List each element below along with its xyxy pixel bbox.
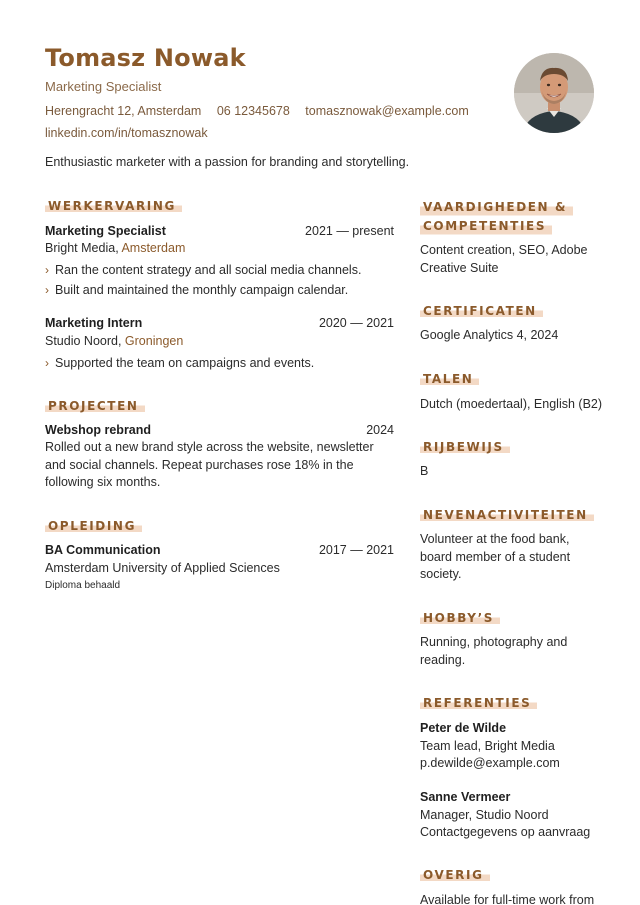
section-heading-languages: TALEN [420, 370, 479, 389]
section-heading-projects: PROJECTEN [45, 397, 145, 416]
section-heading-other: OVERIG [420, 866, 490, 885]
chevron-right-icon: › [45, 283, 49, 297]
reference-role-2: Manager, Studio Noord [420, 808, 549, 822]
profile-photo [514, 53, 594, 133]
section-heading-side-activities: NEVENACTIVITEITEN [420, 506, 594, 525]
job-bullet: › Supported the team on campaigns and events. [45, 356, 315, 370]
skills-text: Content creation, SEO, Adobe Creative Suite [420, 243, 588, 275]
section-heading-experience: WERKERVARING [45, 197, 182, 216]
hobbies-text: Running, photography and reading. [420, 635, 568, 667]
certificates-text: Google Analytics 4, 2024 [420, 328, 559, 342]
reference-role-1: Team lead, Bright Media [420, 739, 555, 753]
contact-line [45, 104, 481, 118]
section-heading-hobbies: HOBBY’S [420, 609, 500, 628]
side-activities-text: Volunteer at the food bank, board member of a student society. [420, 532, 571, 581]
email: tomasznowak@example.com [305, 104, 469, 118]
candidate-name: Tomasz Nowak [45, 44, 246, 72]
phone: 06 12345678 [216, 104, 290, 118]
languages-text: Dutch (moedertaal), English (B2) [420, 397, 603, 411]
job-bullet: › Ran the content strategy and all social media channels. [45, 263, 362, 277]
job-bullet: › Built and maintained the monthly campaign calendar. [45, 283, 349, 297]
reference-name-2: Sanne Vermeer [420, 790, 511, 804]
other-text: Available for full-time work from [420, 893, 595, 905]
reference-contact-1: p.dewilde@example.com [420, 756, 560, 770]
chevron-right-icon: › [45, 356, 49, 370]
profile-photo-image [514, 53, 594, 133]
profile-summary: Enthusiastic marketer with a passion for branding and storytelling. [45, 155, 410, 169]
chevron-right-icon: › [45, 263, 49, 277]
degree-note: Diploma behaald [45, 580, 121, 591]
degree-date: 2017 — 2021 [318, 543, 394, 557]
job-date-1: 2021 — present [305, 224, 394, 238]
school-name: Amsterdam University of Applied Sciences [45, 561, 280, 575]
job-company-2: Studio Noord, Groningen [45, 334, 184, 348]
address: Herengracht 12, Amsterdam [45, 104, 202, 118]
reference-name-1: Peter de Wilde [420, 721, 507, 735]
section-heading-education: OPLEIDING [45, 517, 142, 536]
section-heading-references: REFERENTIES [420, 694, 537, 713]
project-description: Rolled out a new brand style across the website, newsletter and social channels. Repeat purchases rose 18% in the following six months. [45, 440, 374, 489]
job-title: Marketing Specialist [45, 79, 162, 94]
job-date-2: 2020 — 2021 [318, 316, 394, 330]
project-title: Webshop rebrand [45, 423, 152, 437]
linkedin-link: linkedin.com/in/tomasznowak [45, 126, 208, 140]
section-heading-certificates: CERTIFICATEN [420, 302, 543, 321]
license-text: B [420, 464, 429, 478]
job-company-1: Bright Media, Amsterdam [45, 241, 186, 255]
job-title-1: Marketing Specialist [45, 224, 166, 238]
degree-title: BA Communication [45, 543, 161, 557]
section-heading-license: RIJBEWIJS [420, 438, 510, 457]
section-heading-skills: VAARDIGHEDEN & COMPETENTIES [420, 198, 580, 236]
reference-contact-2: Contactgegevens op aanvraag [420, 825, 591, 839]
job-title-2: Marketing Intern [45, 316, 143, 330]
project-date: 2024 [366, 423, 394, 437]
